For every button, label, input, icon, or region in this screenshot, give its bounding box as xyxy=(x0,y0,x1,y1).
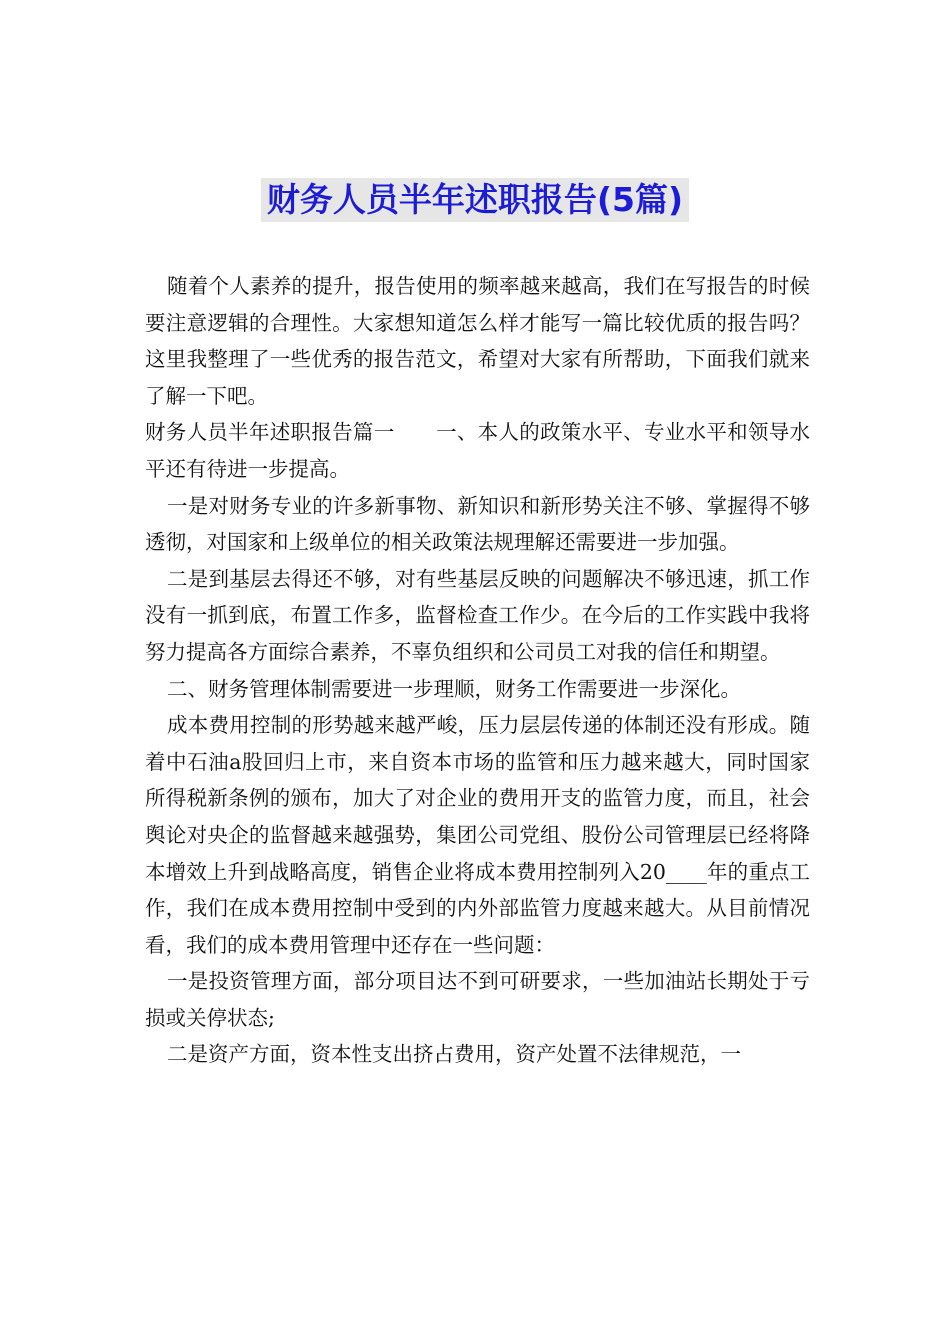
paragraph-section-two: 二、财务管理体制需要进一步理顺，财务工作需要进一步深化。 xyxy=(167,676,741,701)
document-title: 财务人员半年述职报告(5篇) xyxy=(261,178,689,222)
document-body xyxy=(145,268,810,1073)
paragraph-intro: 随着个人素养的提升，报告使用的频率越来越高，我们在写报告的时候要注意逻辑的合理性。大家想知道怎么样才能写一篇比较优质的报告吗？这里我整理了一些优秀的报告范文，希望对大家有所帮助，下面我们就来了解一下吧。 xyxy=(145,274,810,408)
paragraph-point-two: 二是到基层去得还不够，对有些基层反映的问题解决不够迅速，抓工作没有一抓到底，布置工作多，监督检查工作少。在今后的工作实践中我将努力提高各方面综合素养，不辜负组织和公司员工对我的信任和期望。 xyxy=(145,566,810,664)
title-container xyxy=(0,178,950,222)
paragraph-cost-control: 成本费用控制的形势越来越严峻，压力层层传递的体制还没有形成。随着中石油a股回归上市，来自资本市场的监管和压力越来越大，同时国家所得税新条例的颁布，加大了对企业的费用开支的监管力度，而且，社会舆论对央企的监督越来越强势，集团公司党组、股份公司管理层已经将降本增效上升到战略高度，销售企业将成本费用控制列入20____年的重点工作，我们在成本费用控制中受到的内外部监管力度越来越大。从目前情况看，我们的成本费用管理中还存在一些问题： xyxy=(145,713,810,957)
paragraph-assets: 二是资产方面，资本性支出挤占费用，资产处置不法律规范，一 xyxy=(167,1042,741,1067)
paragraph-point-one: 一是对财务专业的许多新事物、新知识和新形势关注不够、掌握得不够透彻，对国家和上级单位的相关政策法规理解还需要进一步加强。 xyxy=(145,493,810,555)
paragraph-section-heading: 财务人员半年述职报告篇一 一、本人的政策水平、专业水平和领导水平还有待进一步提高。 xyxy=(145,420,810,481)
paragraph-investment: 一是投资管理方面，部分项目达不到可研要求，一些加油站长期处于亏损或关停状态; xyxy=(145,969,810,1030)
